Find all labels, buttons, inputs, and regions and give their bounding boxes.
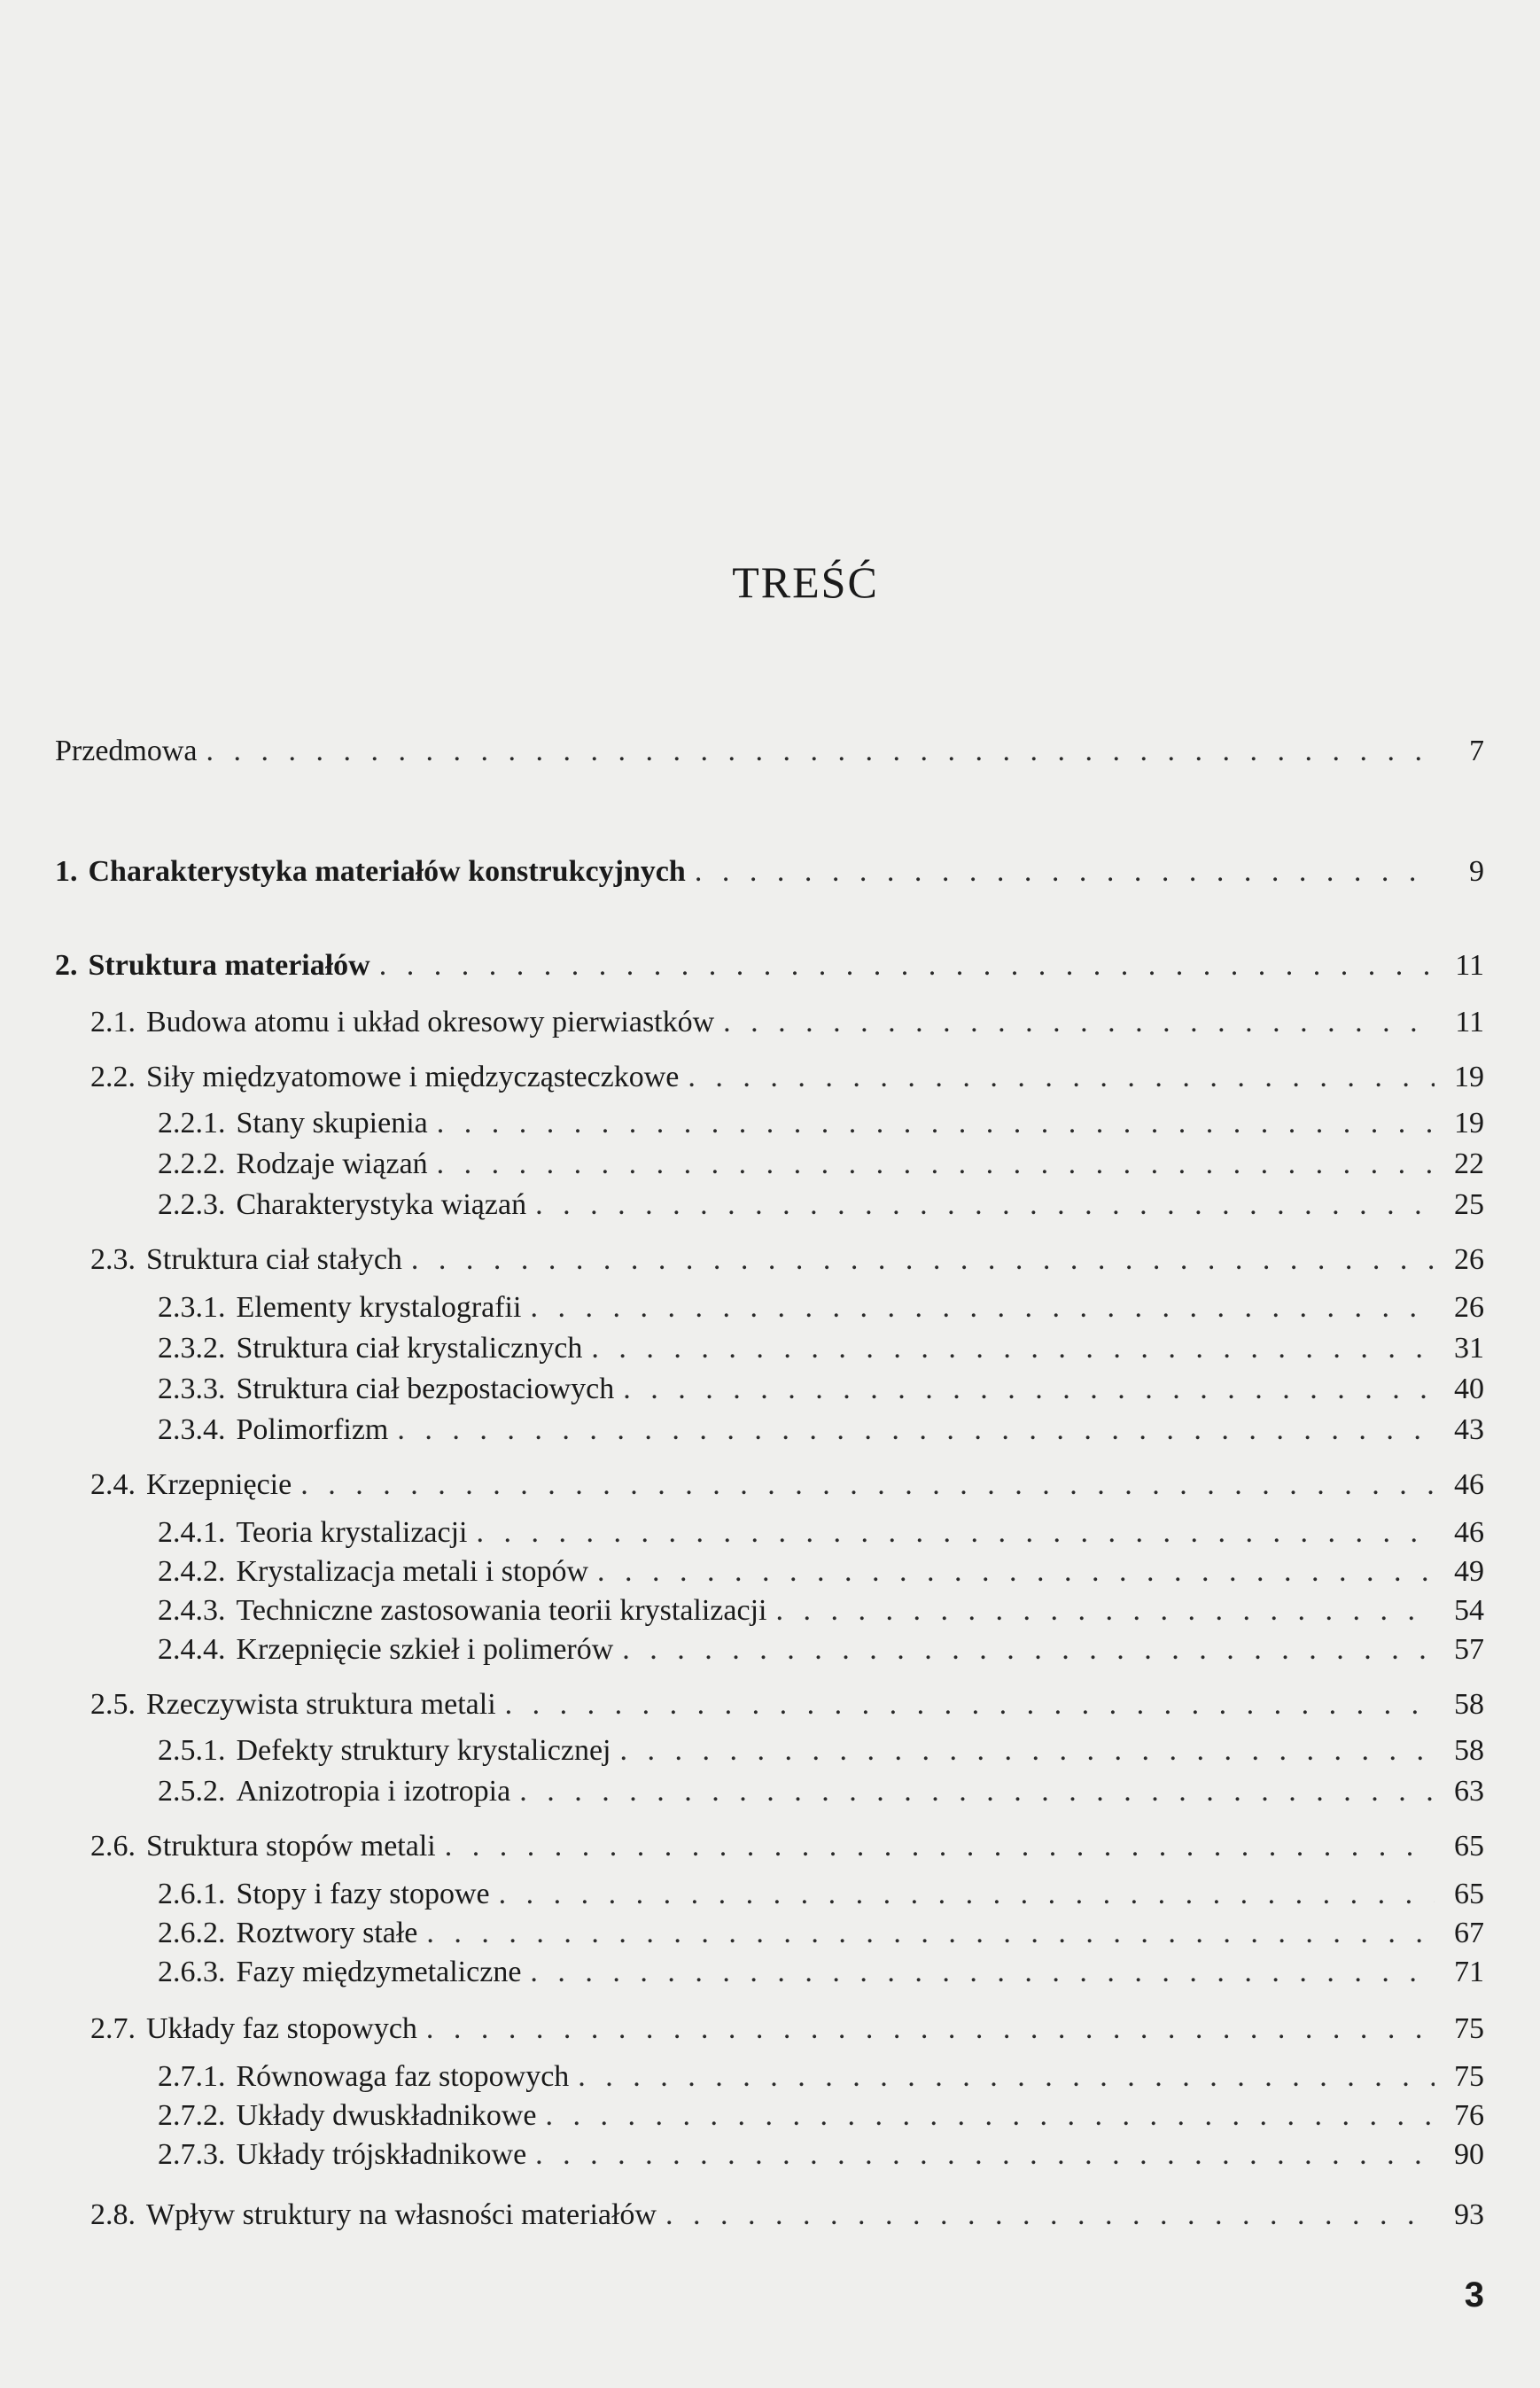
toc-entry-label: Budowa atomu i układ okresowy pierwiastków: [146, 1006, 715, 1038]
toc-entry-label: Struktura ciał krystalicznych: [236, 1332, 583, 1365]
toc-entry-label: Równowaga faz stopowych: [236, 2060, 570, 2093]
toc-entry-number: 2.6.1.: [158, 1878, 226, 1910]
toc-entry: [158, 1331, 1484, 1366]
toc-entry-label: Układy trójskładnikowe: [236, 2138, 527, 2171]
toc-entry-number: 2.7.3.: [158, 2138, 226, 2171]
toc-dot-leader: [530, 1290, 1435, 1326]
toc-entry-number: 2.4.1.: [158, 1516, 226, 1549]
toc-entry-label: Krzepnięcie: [146, 1468, 292, 1501]
toc-entry-page: 63: [1454, 1775, 1484, 1808]
toc-dot-leader: [619, 1733, 1435, 1769]
toc-entry: [158, 1372, 1484, 1407]
toc-dot-leader: [546, 2098, 1435, 2134]
toc-entry-label: Siły międzyatomowe i międzycząsteczkowe: [146, 1061, 680, 1093]
toc-entry-page: 93: [1454, 2198, 1484, 2231]
page-title: TREŚĆ: [732, 557, 879, 607]
toc-entry-number: 2.8.: [90, 2198, 136, 2231]
toc-entry: [90, 1060, 1484, 1095]
toc-entry: [158, 1515, 1484, 1551]
toc-dot-leader: [535, 2137, 1435, 2173]
toc-entry-number: 2.6.3.: [158, 1956, 226, 1988]
toc-entry-page: 43: [1454, 1413, 1484, 1446]
toc-entry-number: 2.3.2.: [158, 1332, 226, 1365]
toc-entry: [158, 1916, 1484, 1951]
toc-entry-page: 7: [1469, 735, 1484, 767]
toc-entry-number: 2.2.3.: [158, 1188, 226, 1221]
toc-entry-number: 2.5.1.: [158, 1734, 226, 1767]
toc-entry: [158, 1187, 1484, 1223]
toc-entry-page: 46: [1454, 1516, 1484, 1549]
toc-entry-page: 57: [1454, 1633, 1484, 1666]
toc-entry-label: Defekty struktury krystalicznej: [236, 1734, 611, 1767]
toc-entry: [55, 948, 1484, 984]
toc-dot-leader: [665, 2197, 1435, 2233]
toc-entry-number: 2.7.: [90, 2012, 136, 2045]
toc-entry-number: 2.5.: [90, 1688, 136, 1721]
toc-dot-leader: [622, 1632, 1435, 1668]
toc-entry-label: Stany skupienia: [236, 1107, 428, 1140]
toc-entry-label: Krzepnięcie szkieł i polimerów: [236, 1633, 614, 1666]
page-number: 3: [1464, 2275, 1484, 2314]
toc-entry-label: Stopy i fazy stopowe: [236, 1878, 490, 1910]
toc-dot-leader: [623, 1372, 1435, 1407]
toc-entry: [158, 1412, 1484, 1448]
toc-entry-page: 75: [1454, 2060, 1484, 2093]
toc-dot-leader: [397, 1412, 1435, 1448]
toc-entry: [158, 1290, 1484, 1326]
toc-entry-page: 65: [1454, 1878, 1484, 1910]
toc-dot-leader: [499, 1877, 1435, 1912]
toc-entry-page: 71: [1454, 1956, 1484, 1988]
toc-entry-number: 2.2.: [90, 1061, 136, 1093]
toc-dot-leader: [775, 1593, 1435, 1629]
toc-entry: [55, 734, 1484, 769]
toc-dot-leader: [597, 1554, 1435, 1590]
toc-entry-label: Charakterystyka materiałów konstrukcyjnych: [88, 855, 686, 888]
toc-entry: [158, 1632, 1484, 1668]
toc-entry-number: 2.4.4.: [158, 1633, 226, 1666]
toc-dot-leader: [437, 1147, 1435, 1182]
toc-entry-number: 2.5.2.: [158, 1775, 226, 1808]
toc-entry: [90, 1829, 1484, 1864]
toc-entry-number: 2.3.1.: [158, 1291, 226, 1324]
toc-entry-page: 40: [1454, 1373, 1484, 1405]
toc-entry: [158, 1554, 1484, 1590]
toc-entry: [158, 2059, 1484, 2095]
toc-entry-page: 49: [1454, 1555, 1484, 1588]
toc-entry-page: 90: [1454, 2138, 1484, 2171]
toc-entry-label: Struktura materiałów: [88, 949, 370, 982]
toc-entry-label: Rzeczywista struktura metali: [146, 1688, 496, 1721]
toc-dot-leader: [695, 854, 1435, 890]
toc-entry-page: 46: [1454, 1468, 1484, 1501]
toc-dot-leader: [411, 1242, 1435, 1278]
toc-entry: [90, 1687, 1484, 1723]
toc-entry-page: 19: [1454, 1107, 1484, 1140]
toc-entry: [90, 2197, 1484, 2233]
toc-entry: [90, 1467, 1484, 1503]
toc-entry: [90, 1005, 1484, 1040]
toc-entry-label: Wpływ struktury na własności materiałów: [146, 2198, 657, 2231]
toc-entry-number: 2.: [55, 949, 78, 982]
toc-entry-page: 65: [1454, 1830, 1484, 1863]
toc-entry-label: Elementy krystalografii: [236, 1291, 522, 1324]
toc-entry-page: 11: [1455, 1006, 1484, 1038]
toc-dot-leader: [530, 1955, 1435, 1990]
toc-entry-label: Anizotropia i izotropia: [236, 1775, 511, 1808]
toc-entry-number: 2.4.: [90, 1468, 136, 1501]
toc-entry-number: 2.7.1.: [158, 2060, 226, 2093]
toc-dot-leader: [379, 948, 1435, 984]
toc-entry-label: Rodzaje wiązań: [236, 1147, 428, 1180]
toc-dot-leader: [477, 1515, 1435, 1551]
toc-entry-page: 75: [1454, 2012, 1484, 2045]
toc-entry-page: 67: [1454, 1917, 1484, 1949]
toc-entry-page: 11: [1455, 949, 1484, 982]
toc-dot-leader: [688, 1060, 1435, 1095]
toc-dot-leader: [578, 2059, 1435, 2095]
toc-entry: [90, 1242, 1484, 1278]
toc-entry: [158, 1877, 1484, 1912]
toc-entry: [158, 2137, 1484, 2173]
toc-entry-label: Krystalizacja metali i stopów: [236, 1555, 588, 1588]
toc-dot-leader: [723, 1005, 1435, 1040]
toc-entry-label: Przedmowa: [55, 735, 198, 767]
toc-entry-label: Struktura ciał bezpostaciowych: [236, 1373, 615, 1405]
toc-entry: [158, 1955, 1484, 1990]
toc-entry-label: Techniczne zastosowania teorii krystalizacji: [236, 1594, 767, 1627]
toc-entry: [158, 1593, 1484, 1629]
toc-entry-number: 2.4.2.: [158, 1555, 226, 1588]
toc-entry-number: 2.4.3.: [158, 1594, 226, 1627]
toc-entry-page: 19: [1454, 1061, 1484, 1093]
toc-entry-number: 1.: [55, 855, 78, 888]
toc-dot-leader: [206, 734, 1435, 769]
toc-entry-number: 2.7.2.: [158, 2099, 226, 2132]
toc-dot-leader: [505, 1687, 1435, 1723]
toc-entry-number: 2.1.: [90, 1006, 136, 1038]
toc-entry-page: 9: [1469, 855, 1484, 888]
toc-dot-leader: [519, 1774, 1435, 1809]
toc-entry-page: 76: [1454, 2099, 1484, 2132]
toc-entry-label: Roztwory stałe: [236, 1917, 418, 1949]
toc-entry-number: 2.3.3.: [158, 1373, 226, 1405]
toc-entry: [55, 854, 1484, 890]
toc-entry: [90, 2011, 1484, 2047]
toc-entry-number: 2.6.2.: [158, 1917, 226, 1949]
toc-dot-leader: [535, 1187, 1435, 1223]
toc-entry-page: 22: [1454, 1147, 1484, 1180]
toc-entry-label: Układy dwuskładnikowe: [236, 2099, 537, 2132]
toc-entry-label: Charakterystyka wiązań: [236, 1188, 527, 1221]
toc-entry-page: 31: [1454, 1332, 1484, 1365]
toc-entry: [158, 1106, 1484, 1141]
toc-entry-label: Fazy międzymetaliczne: [236, 1956, 522, 1988]
toc-entry-label: Struktura stopów metali: [146, 1830, 436, 1863]
toc-entry-label: Polimorfizm: [236, 1413, 389, 1446]
toc-entry-label: Struktura ciał stałych: [146, 1243, 402, 1276]
toc-entry-label: Układy faz stopowych: [146, 2012, 417, 2045]
toc-entry: [158, 1733, 1484, 1769]
toc-entry-label: Teoria krystalizacji: [236, 1516, 468, 1549]
toc-entry-page: 58: [1454, 1688, 1484, 1721]
toc-entry-number: 2.2.2.: [158, 1147, 226, 1180]
toc-dot-leader: [591, 1331, 1435, 1366]
toc-dot-leader: [426, 2011, 1435, 2047]
toc-dot-leader: [300, 1467, 1435, 1503]
toc-entry: [158, 2098, 1484, 2134]
toc-entry-number: 2.3.4.: [158, 1413, 226, 1446]
toc-dot-leader: [445, 1829, 1435, 1864]
toc-entry-page: 25: [1454, 1188, 1484, 1221]
toc-entry-number: 2.2.1.: [158, 1107, 226, 1140]
toc-entry-page: 54: [1454, 1594, 1484, 1627]
toc-dot-leader: [426, 1916, 1435, 1951]
toc-entry: [158, 1147, 1484, 1182]
toc-entry-number: 2.3.: [90, 1243, 136, 1276]
toc-dot-leader: [437, 1106, 1435, 1141]
toc-entry-page: 26: [1454, 1291, 1484, 1324]
toc-entry: [158, 1774, 1484, 1809]
toc-entry-number: 2.6.: [90, 1830, 136, 1863]
toc-entry-page: 58: [1454, 1734, 1484, 1767]
toc-entry-page: 26: [1454, 1243, 1484, 1276]
